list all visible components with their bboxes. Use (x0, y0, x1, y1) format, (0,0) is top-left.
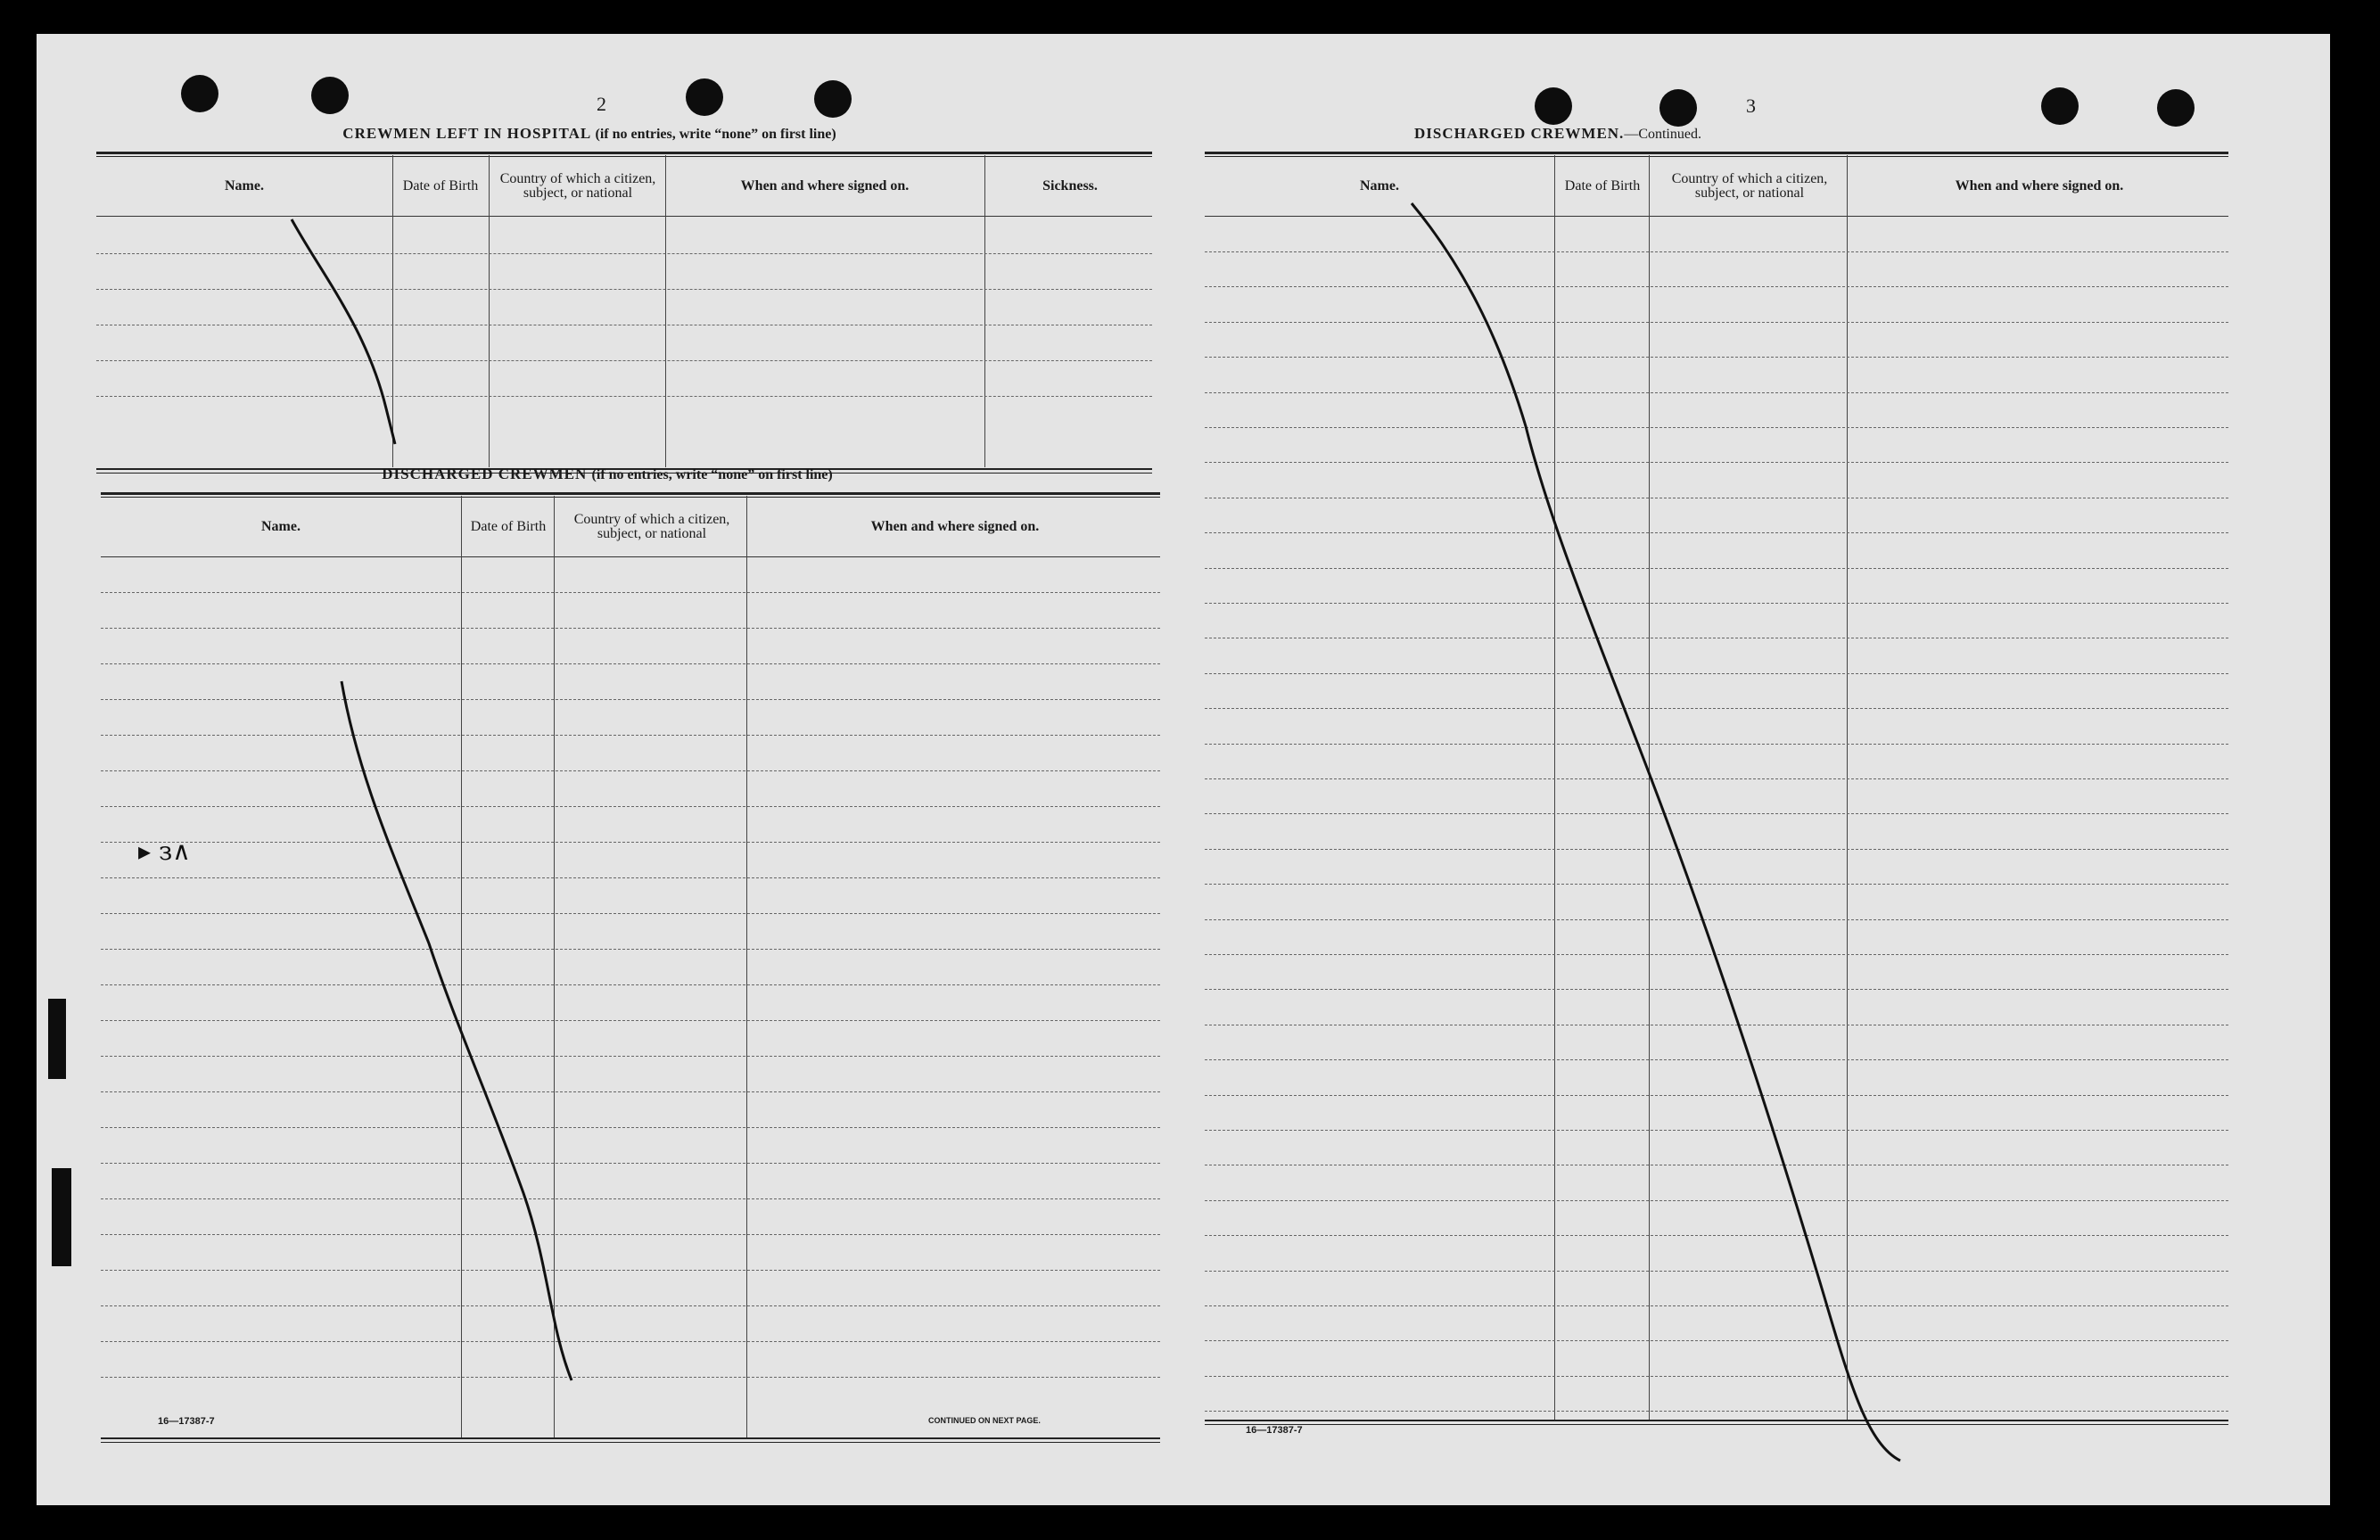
cancel-stroke-discharged-left (342, 681, 572, 1380)
column-header-dob: Date of Birth (470, 519, 547, 534)
column-header-name: Name. (225, 178, 264, 194)
column-header-sickness: Sickness. (1042, 178, 1098, 194)
column-header-dob: Date of Birth (1564, 178, 1641, 194)
scan-edge-mark (52, 1168, 71, 1266)
column-header-name: Name. (261, 519, 301, 534)
cancel-stroke-right (1412, 203, 1900, 1461)
scan-edge-mark (48, 999, 66, 1079)
cancel-stroke-hospital (292, 219, 395, 444)
continued-note: CONTINUED ON NEXT PAGE. (928, 1416, 1041, 1425)
cancel-strokes (37, 34, 2330, 1505)
section-title-text: DISCHARGED CREWMEN (382, 465, 588, 482)
continued-label: —Continued. (1624, 127, 1701, 142)
column-header-dob: Date of Birth (402, 178, 479, 194)
column-header-country: Country of which a citizen, subject, or national (573, 512, 730, 541)
section-title-text: CREWMEN LEFT IN HOSPITAL (342, 125, 591, 142)
section-note: (if no entries, write “none” on first line) (591, 467, 833, 482)
document-sheet (37, 34, 2330, 1505)
column-header-name: Name. (1360, 178, 1399, 194)
section-title-text: DISCHARGED CREWMEN. (1414, 125, 1625, 142)
handwritten-mark: ▸ з∧ (138, 836, 191, 866)
column-header-country: Country of which a citizen, subject, or national (1671, 171, 1828, 201)
column-header-signed-on: When and where signed on. (870, 519, 1040, 534)
form-number: 16—17387-7 (1246, 1425, 1303, 1436)
form-number: 16—17387-7 (158, 1416, 215, 1427)
column-header-signed-on: When and where signed on. (1955, 178, 2124, 194)
column-header-signed-on: When and where signed on. (740, 178, 910, 194)
page-number: 2 (597, 93, 606, 115)
page-number: 3 (1746, 95, 1756, 117)
column-header-country: Country of which a citizen, subject, or national (499, 171, 656, 201)
section-note: (if no entries, write “none” on first line) (595, 127, 836, 142)
